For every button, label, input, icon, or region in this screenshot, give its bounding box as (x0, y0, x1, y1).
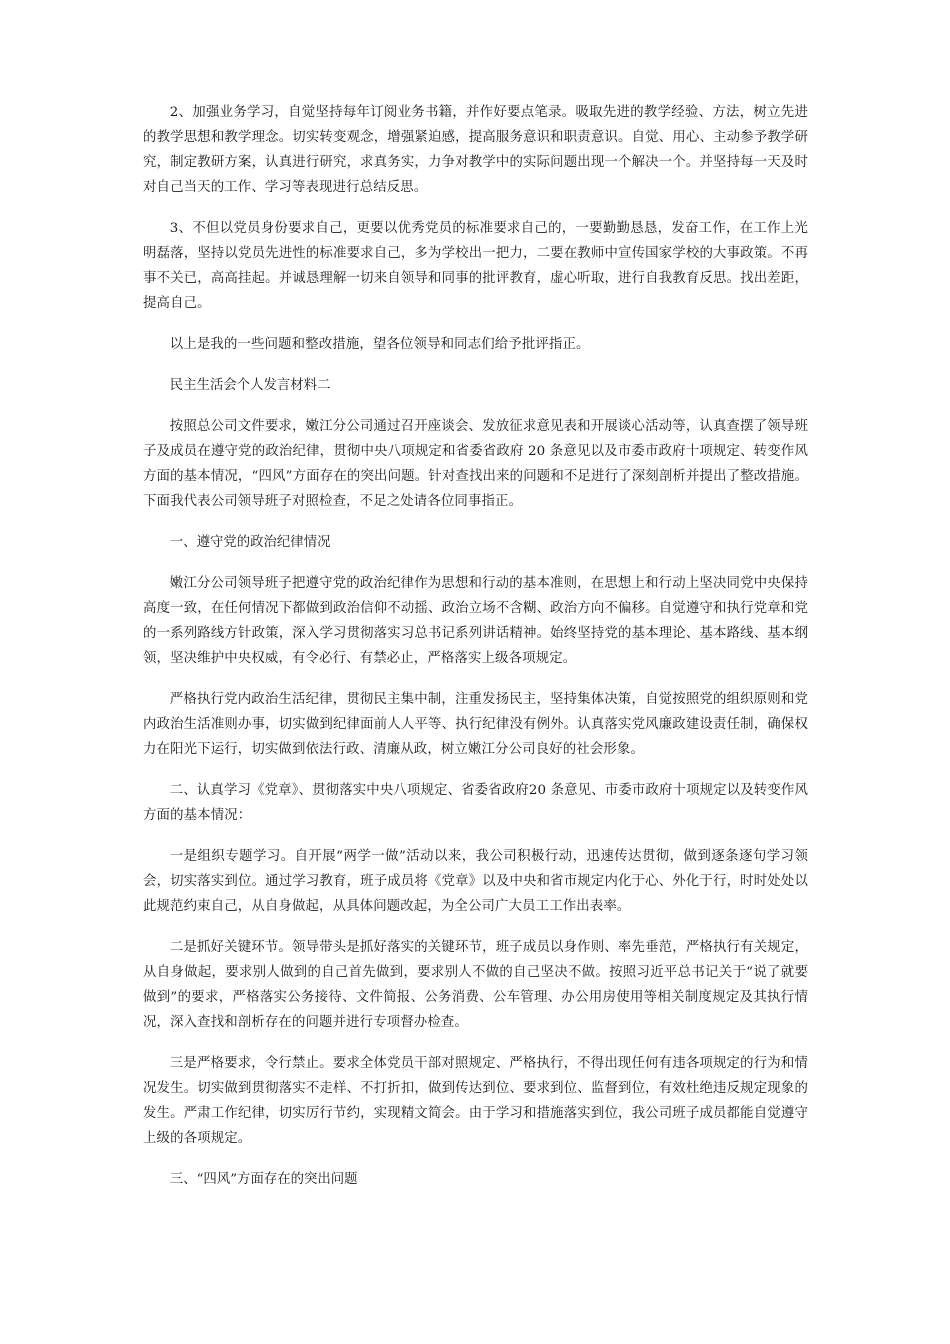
section-title-material-two: 民主生活会个人发言材料二 (169, 378, 331, 393)
paragraph-organize-study: 一是组织专题学习。自开展“两学一做”活动以来，我公司积极行动，迅速传达贯彻，做到逐条逐句学习领会，切实落实到位。通过学习教育，班子成员将《党章》以及中央和省市规定内化于心、外化于行，时时处处以此规范约束自己，从自身做起，从具体问题改起，为全公司广大员工工作出表率。 (143, 849, 808, 914)
paragraph-introduction: 按照总公司文件要求，嫩江分公司通过召开座谈会、发放征求意见表和开展谈心活动等，认真查摆了领导班子及成员在遵守党的政治纪律，贯彻中央八项规定和省委省政府 20 条意见以及市委市政府十项规定、转变作风方面的基本情况，“四风”方面存在的突出问题。针对查找出来的问题和不足进行了深刻剖析并提出了整改措施。下面我代表公司领导班子对照检查，不足之处请各位同事指正。 (143, 419, 808, 509)
paragraph-closing-remark: 以上是我的一些问题和整改措施，望各位领导和同志们给予批评指正。 (169, 337, 590, 352)
paragraph-strict-requirements: 三是严格要求，令行禁止。要求全体党员干部对照规定、严格执行，不得出现任何有违各项规定的行为和情况发生。切实做到贯彻落实不走样、不打折扣，做到传达到位、要求到位、监督到位，有效杜绝违反规定现象的发生。严肃工作纪律，切实厉行节约，实现精文简会。由于学习和措施落实到位，我公司班子成员都能自觉遵守上级的各项规定。 (143, 1056, 808, 1146)
paragraph-party-member-standard: 3、不但以党员身份要求自己，更要以优秀党员的标准要求自己的，一要勤勤恳恳，发奋工作，在工作上光明磊落，坚持以党员先进性的标准要求自己，多为学校出一把力，二要在教师中宣传国家学校的大事政策。不再事不关已，高高挂起。并诚恳理解一切来自领导和同事的批评教育，虚心听取，进行自我教育反思。找出差距，提高自己。 (143, 221, 808, 311)
heading-political-discipline: 一、遵守党的政治纪律情况 (169, 535, 331, 550)
heading-study-party-constitution: 二、认真学习《党章》、贯彻落实中央八项规定、省委省政府20 条意见、市委市政府十项规定以及转变作风方面的基本情况： (143, 783, 808, 823)
paragraph-political-discipline-2: 严格执行党内政治生活纪律，贯彻民主集中制，注重发扬民主，坚持集体决策，自觉按照党的组织原则和党内政治生活准则办事，切实做到纪律面前人人平等、执行纪律没有例外。认真落实党风廉政建设责任制，确保权力在阳光下运行，切实做到依法行政、清廉从政，树立嫩江分公司良好的社会形象。 (143, 692, 808, 757)
paragraph-study-business: 2、加强业务学习，自觉坚持每年订阅业务书籍，并作好要点笔录。吸取先进的教学经验、方法，树立先进的教学思想和教学理念。切实转变观念，增强紧迫感，提高服务意识和职责意识。自觉、用心、主动参予教学研究，制定教研方案，认真进行研究，求真务实，力争对教学中的实际问题出现一个解决一个。并坚持每一天及时对自己当天的工作、学习等表现进行总结反思。 (143, 105, 808, 195)
paragraph-key-links: 二是抓好关键环节。领导带头是抓好落实的关键环节，班子成员以身作则、率先垂范，严格执行有关规定，从自身做起，要求别人做到的自己首先做到，要求别人不做的自己坚决不做。按照习近平总书记关于“说了就要做到”的要求，严格落实公务接待、文件简报、公务消费、公车管理、办公用房使用等相关制度规定及其执行情况，深入查找和剖析存在的问题并进行专项督办检查。 (143, 940, 808, 1030)
document-body (143, 100, 808, 1208)
heading-four-styles-problems: 三、“四风”方面存在的突出问题 (169, 1172, 358, 1187)
paragraph-political-discipline-1: 嫩江分公司领导班子把遵守党的政治纪律作为思想和行动的基本准则，在思想上和行动上坚决同党中央保持高度一致，在任何情况下都做到政治信仰不动摇、政治立场不含糊、政治方向不偏移。自觉遵守和执行党章和党的一系列路线方针政策，深入学习贯彻落实习总书记系列讲话精神。始终坚持党的基本理论、基本路线、基本纲领，坚决维护中央权威，有令必行、有禁必止，严格落实上级各项规定。 (143, 576, 808, 666)
